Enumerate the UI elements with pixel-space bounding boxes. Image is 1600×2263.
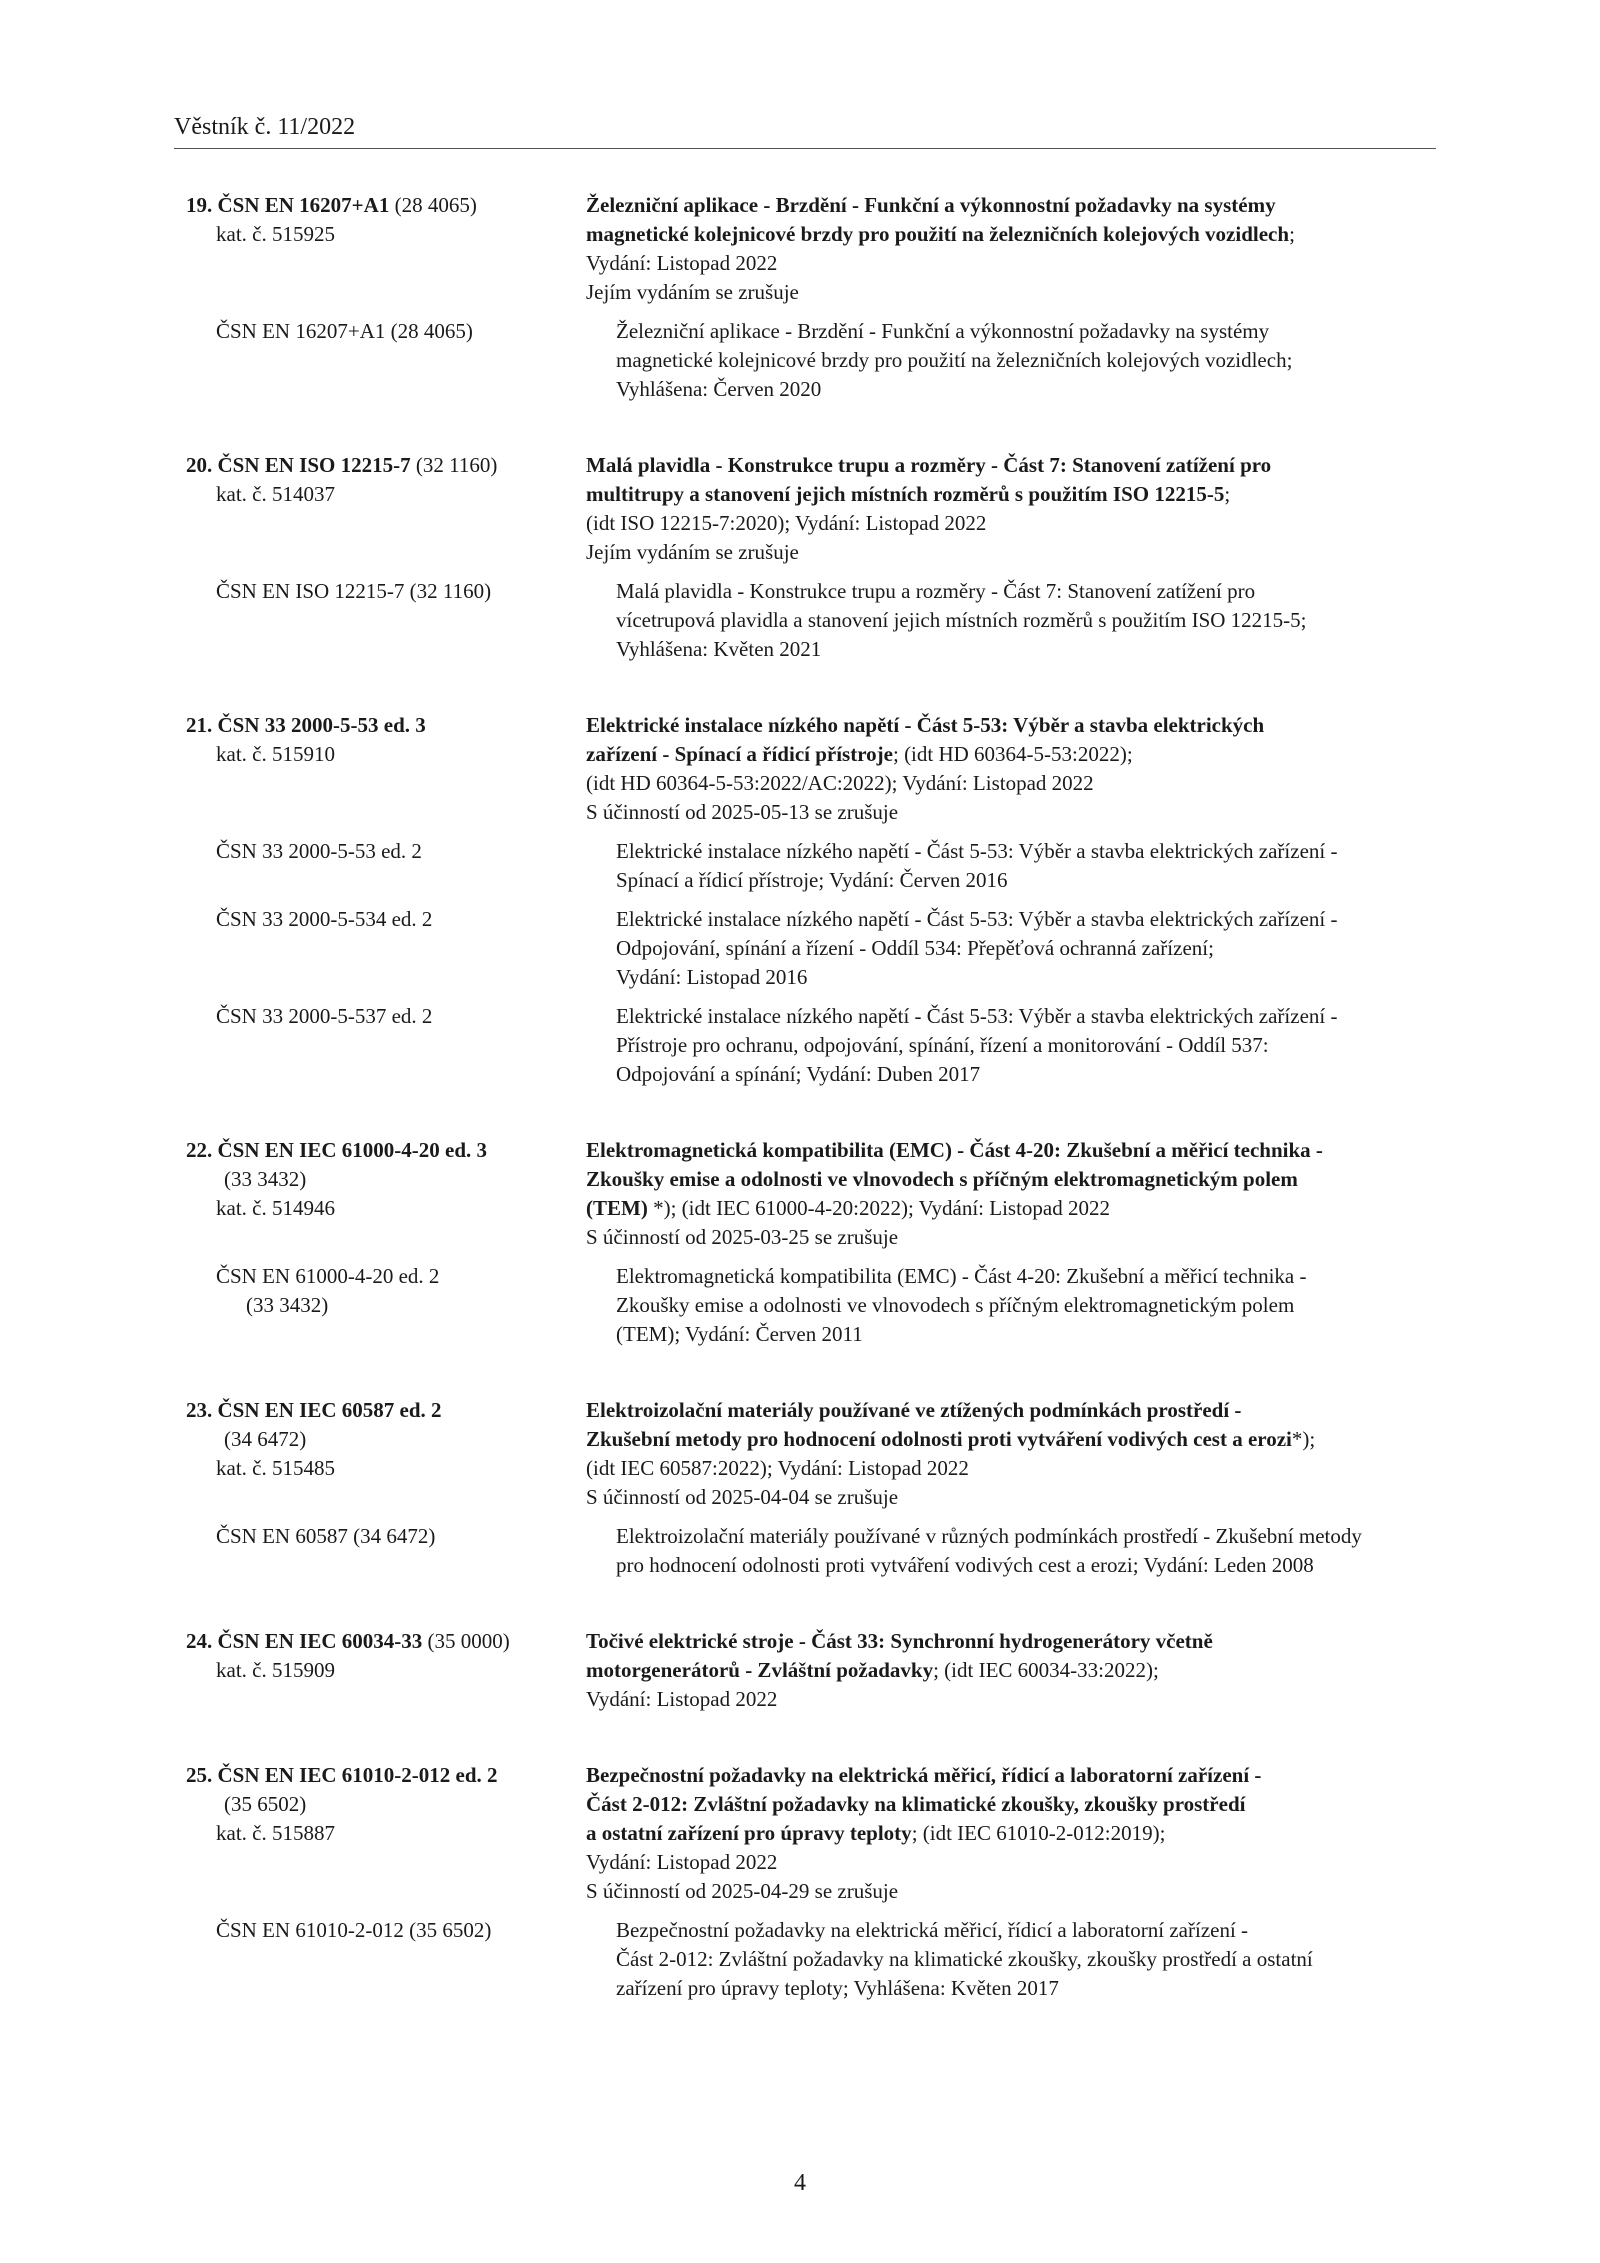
- entry-title-text: Točivé elektrické stroje - Část 33: Synchronní hydrogenerátory včetně: [586, 1629, 1213, 1653]
- replaced-description-line: Přístroje pro ochranu, odpojování, spínání, řízení a monitorování - Oddíl 537:: [616, 1033, 1269, 1057]
- entry-title-line: [586, 1194, 1446, 1223]
- replaced-description-line: Elektromagnetická kompatibilita (EMC) - Část 4-20: Zkušební a měřicí technika -: [616, 1264, 1307, 1288]
- entry-code-line: [186, 191, 586, 220]
- entry-title-suffix: ;: [1224, 482, 1231, 506]
- standard-entry: [186, 191, 1446, 404]
- replaced-code-line: ČSN EN 61010-2-012 (35 6502): [216, 1918, 492, 1942]
- standard-entry: [186, 711, 1446, 1089]
- entry-title-line: [586, 1425, 1446, 1454]
- replaced-description-line: Elektrické instalace nízkého napětí - Část 5-53: Výběr a stavba elektrických zařízení -: [616, 907, 1338, 931]
- entry-title-line: [586, 1396, 1446, 1425]
- entry-code-line: [186, 1396, 586, 1425]
- replaced-description-line: Vyhlášena: Květen 2021: [616, 637, 822, 661]
- replaced-standard-code: [186, 1002, 616, 1089]
- replaced-description-line: Železniční aplikace - Brzdění - Funkční a výkonnostní požadavky na systémy: [616, 319, 1270, 343]
- entry-info-line: Jejím vydáním se zrušuje: [586, 540, 799, 564]
- page-header: [174, 112, 1436, 149]
- entry-title-text: Elektromagnetická kompatibilita (EMC) - Část 4-20: Zkušební a měřicí technika -: [586, 1138, 1323, 1162]
- replaced-code-line: ČSN EN 16207+A1 (28 4065): [216, 319, 473, 343]
- entry-catalog-number: kat. č. 514037: [216, 482, 335, 506]
- replaced-code-line: ČSN EN 60587 (34 6472): [216, 1524, 436, 1548]
- entry-main-row: [186, 191, 1446, 307]
- entry-info-line: (idt HD 60364-5-53:2022/AC:2022); Vydání: Listopad 2022: [586, 771, 1094, 795]
- entry-code-line: [186, 1136, 586, 1165]
- replaced-code-line: ČSN 33 2000-5-534 ed. 2: [216, 907, 433, 931]
- entry-main-row: [186, 1761, 1446, 1906]
- replaced-standard-code: [186, 577, 616, 664]
- entry-title-line: [586, 480, 1446, 509]
- entry-identifier: [186, 1136, 586, 1252]
- entry-catalog-number: kat. č. 515910: [216, 742, 335, 766]
- entry-code-line: [186, 451, 586, 480]
- page-number: 4: [794, 2170, 806, 2196]
- entry-title-suffix: *);: [1291, 1427, 1316, 1451]
- entry-info-line: S účinností od 2025-04-04 se zrušuje: [586, 1485, 899, 1509]
- entry-title-text: multitrupy a stanovení jejich místních rozměrů s použitím ISO 12215-5: [586, 482, 1225, 506]
- entry-number: 19.: [186, 193, 213, 217]
- replaced-standard-row: [186, 317, 1446, 404]
- replaced-description-line: Elektroizolační materiály používané v různých podmínkách prostředí - Zkušební metody: [616, 1524, 1362, 1548]
- replaced-standard-description: [616, 905, 1446, 992]
- replaced-description-line: magnetické kolejnicové brzdy pro použití na železničních kolejových vozidlech;: [616, 348, 1293, 372]
- entry-number: 25.: [186, 1763, 213, 1787]
- replaced-standard-description: [616, 1522, 1446, 1580]
- replaced-description-line: Vyhlášena: Červen 2020: [616, 377, 822, 401]
- entry-description: [586, 1396, 1446, 1512]
- entry-title-text: a ostatní zařízení pro úpravy teploty: [586, 1821, 912, 1845]
- replaced-standard-row: [186, 837, 1446, 895]
- entry-title-line: [586, 1761, 1446, 1790]
- entry-title-text: Bezpečnostní požadavky na elektrická měřicí, řídicí a laboratorní zařízení -: [586, 1763, 1262, 1787]
- replaced-standard-description: [616, 1916, 1446, 2003]
- entry-identifier: [186, 1761, 586, 1906]
- entry-info-line: Vydání: Listopad 2022: [586, 1850, 778, 1874]
- entry-code-line: [186, 1627, 586, 1656]
- entry-info-line: Jejím vydáním se zrušuje: [586, 280, 799, 304]
- entry-title-text: Malá plavidla - Konstrukce trupu a rozměry - Část 7: Stanovení zatížení pro: [586, 453, 1272, 477]
- entry-info-line: S účinností od 2025-04-29 se zrušuje: [586, 1879, 899, 1903]
- entry-title-text: Elektroizolační materiály používané ve ztížených podmínkách prostředí -: [586, 1398, 1242, 1422]
- entry-description: [586, 1136, 1446, 1252]
- standard-entry: [186, 1396, 1446, 1580]
- entry-title-line: [586, 1790, 1446, 1819]
- entry-description: [586, 191, 1446, 307]
- entry-title-text: Elektrické instalace nízkého napětí - Část 5-53: Výběr a stavba elektrických: [586, 713, 1265, 737]
- replaced-standard-description: [616, 1002, 1446, 1089]
- entry-code: ČSN EN IEC 61010-2-012 ed. 2: [217, 1763, 498, 1787]
- entry-title-line: [586, 451, 1446, 480]
- entry-classification: (32 1160): [415, 453, 498, 477]
- entry-title-line: [586, 1136, 1446, 1165]
- entry-description: [586, 451, 1446, 567]
- entry-info-line: Vydání: Listopad 2022: [586, 1687, 778, 1711]
- standard-entry: [186, 1136, 1446, 1349]
- replaced-standard-row: [186, 1002, 1446, 1089]
- replaced-description-line: Vydání: Listopad 2016: [616, 965, 808, 989]
- entry-code: ČSN EN 16207+A1: [217, 193, 390, 217]
- entry-title-suffix: *); (idt IEC 61000-4-20:2022); Vydání: Listopad 2022: [647, 1196, 1110, 1220]
- replaced-standard-description: [616, 317, 1446, 404]
- entry-identifier: [186, 1396, 586, 1512]
- entry-catalog-number: kat. č. 515887: [216, 1821, 335, 1845]
- entry-title-line: [586, 711, 1446, 740]
- replaced-description-line: pro hodnocení odolnosti proti vytváření vodivých cest a erozi; Vydání: Leden 2008: [616, 1553, 1314, 1577]
- replaced-standard-code: [186, 905, 616, 992]
- entry-classification: (35 0000): [427, 1629, 510, 1653]
- entry-catalog-number: kat. č. 515485: [216, 1456, 335, 1480]
- entry-catalog-number: kat. č. 515925: [216, 222, 335, 246]
- replaced-description-line: Část 2-012: Zvláštní požadavky na klimatické zkoušky, zkoušky prostředí a ostatní: [616, 1947, 1313, 1971]
- entry-title-line: [586, 191, 1446, 220]
- entry-catalog-number: kat. č. 514946: [216, 1196, 335, 1220]
- entry-catalog-number: kat. č. 515909: [216, 1658, 335, 1682]
- replaced-standard-description: [616, 577, 1446, 664]
- entry-number: 22.: [186, 1138, 213, 1162]
- entry-title-line: [586, 1656, 1446, 1685]
- entry-title-line: [586, 740, 1446, 769]
- entry-title-text: motorgenerátorů - Zvláštní požadavky: [586, 1658, 934, 1682]
- replaced-standard-row: [186, 1262, 1446, 1349]
- entry-title-suffix: ; (idt IEC 61010-2-012:2019);: [911, 1821, 1166, 1845]
- entry-title-text: Část 2-012: Zvláštní požadavky na klimatické zkoušky, zkoušky prostředí: [586, 1792, 1246, 1816]
- bulletin-title: Věstník č. 11/2022: [174, 114, 356, 140]
- entry-identifier: [186, 191, 586, 307]
- replaced-description-line: Spínací a řídicí přístroje; Vydání: Červen 2016: [616, 868, 1008, 892]
- replaced-description-line: Elektrické instalace nízkého napětí - Část 5-53: Výběr a stavba elektrických zařízení -: [616, 1004, 1338, 1028]
- entry-code: ČSN 33 2000-5-53 ed. 3: [217, 713, 426, 737]
- replaced-description-line: Odpojování a spínání; Vydání: Duben 2017: [616, 1062, 981, 1086]
- entry-code: ČSN EN IEC 61000-4-20 ed. 3: [217, 1138, 488, 1162]
- entry-identifier: [186, 711, 586, 827]
- replaced-code-line: (33 3432): [246, 1293, 329, 1317]
- replaced-standard-code: [186, 1522, 616, 1580]
- replaced-standard-code: [186, 1262, 616, 1349]
- entry-title-suffix: ;: [1289, 222, 1295, 246]
- entry-title-text: (TEM): [586, 1196, 648, 1220]
- replaced-standard-row: [186, 1522, 1446, 1580]
- entry-title-line: [586, 1819, 1446, 1848]
- entry-title-suffix: ; (idt HD 60364-5-53:2022);: [892, 742, 1133, 766]
- entry-number: 23.: [186, 1398, 213, 1422]
- standard-entry: [186, 1627, 1446, 1714]
- entry-title-line: [586, 220, 1446, 249]
- entry-info-line: (idt IEC 60587:2022); Vydání: Listopad 2022: [586, 1456, 969, 1480]
- replaced-description-line: zařízení pro úpravy teploty; Vyhlášena: Květen 2017: [616, 1976, 1059, 2000]
- entry-code: ČSN EN IEC 60587 ed. 2: [217, 1398, 442, 1422]
- replaced-description-line: Malá plavidla - Konstrukce trupu a rozměry - Část 7: Stanovení zatížení pro: [616, 579, 1256, 603]
- entry-number: 20.: [186, 453, 213, 477]
- standard-entry: [186, 1761, 1446, 2003]
- entry-number: 24.: [186, 1629, 213, 1653]
- replaced-description-line: Zkoušky emise a odolnosti ve vlnovodech s příčným elektromagnetickým polem: [616, 1293, 1295, 1317]
- entry-title-text: Zkoušky emise a odolnosti ve vlnovodech s příčným elektromagnetickým polem: [586, 1167, 1298, 1191]
- standards-list: [186, 191, 1446, 2050]
- entry-title-line: [586, 1627, 1446, 1656]
- replaced-standard-code: [186, 1916, 616, 2003]
- entry-description: [586, 711, 1446, 827]
- replaced-standard-description: [616, 837, 1446, 895]
- replaced-code-line: ČSN EN 61000-4-20 ed. 2: [216, 1264, 440, 1288]
- replaced-code-line: ČSN 33 2000-5-53 ed. 2: [216, 839, 422, 863]
- replaced-standard-description: [616, 1262, 1446, 1349]
- replaced-standard-row: [186, 577, 1446, 664]
- entry-info-line: Vydání: Listopad 2022: [586, 251, 778, 275]
- entry-classification: (28 4065): [394, 193, 477, 217]
- entry-main-row: [186, 711, 1446, 827]
- replaced-standard-code: [186, 317, 616, 404]
- entry-main-row: [186, 1396, 1446, 1512]
- entry-identifier: [186, 1627, 586, 1714]
- entry-info-line: S účinností od 2025-05-13 se zrušuje: [586, 800, 899, 824]
- entry-description: [586, 1761, 1446, 1906]
- replaced-standard-row: [186, 905, 1446, 992]
- entry-main-row: [186, 1136, 1446, 1252]
- entry-classification: (35 6502): [224, 1792, 307, 1816]
- entry-code-line: [186, 1761, 586, 1790]
- entry-title-text: magnetické kolejnicové brzdy pro použití na železničních kolejových vozidlech: [586, 222, 1290, 246]
- replaced-description-line: vícetrupová plavidla a stanovení jejich místních rozměrů s použitím ISO 12215-5;: [616, 608, 1307, 632]
- entry-code-line: [186, 711, 586, 740]
- replaced-code-line: ČSN EN ISO 12215-7 (32 1160): [216, 579, 492, 603]
- replaced-code-line: ČSN 33 2000-5-537 ed. 2: [216, 1004, 433, 1028]
- entry-title-line: [586, 1165, 1446, 1194]
- replaced-description-line: (TEM); Vydání: Červen 2011: [616, 1322, 863, 1346]
- entry-title-text: Železniční aplikace - Brzdění - Funkční a výkonnostní požadavky na systémy: [586, 193, 1276, 217]
- entry-identifier: [186, 451, 586, 567]
- entry-info-line: S účinností od 2025-03-25 se zrušuje: [586, 1225, 899, 1249]
- entry-title-text: zařízení - Spínací a řídicí přístroje: [586, 742, 893, 766]
- entry-title-suffix: ; (idt IEC 60034-33:2022);: [933, 1658, 1159, 1682]
- entry-main-row: [186, 1627, 1446, 1714]
- entry-classification: (33 3432): [224, 1167, 307, 1191]
- standard-entry: [186, 451, 1446, 664]
- replaced-description-line: Odpojování, spínání a řízení - Oddíl 534: Přepěťová ochranná zařízení;: [616, 936, 1214, 960]
- replaced-standard-code: [186, 837, 616, 895]
- entry-classification: (34 6472): [224, 1427, 307, 1451]
- replaced-description-line: Elektrické instalace nízkého napětí - Část 5-53: Výběr a stavba elektrických zařízení -: [616, 839, 1338, 863]
- entry-title-text: Zkušební metody pro hodnocení odolnosti proti vytváření vodivých cest a erozi: [586, 1427, 1292, 1451]
- entry-description: [586, 1627, 1446, 1714]
- entry-code: ČSN EN ISO 12215-7: [217, 453, 411, 477]
- entry-number: 21.: [186, 713, 213, 737]
- replaced-standard-row: [186, 1916, 1446, 2003]
- entry-code: ČSN EN IEC 60034-33: [217, 1629, 423, 1653]
- replaced-description-line: Bezpečnostní požadavky na elektrická měřicí, řídicí a laboratorní zařízení -: [616, 1918, 1249, 1942]
- entry-main-row: [186, 451, 1446, 567]
- entry-info-line: (idt ISO 12215-7:2020); Vydání: Listopad 2022: [586, 511, 987, 535]
